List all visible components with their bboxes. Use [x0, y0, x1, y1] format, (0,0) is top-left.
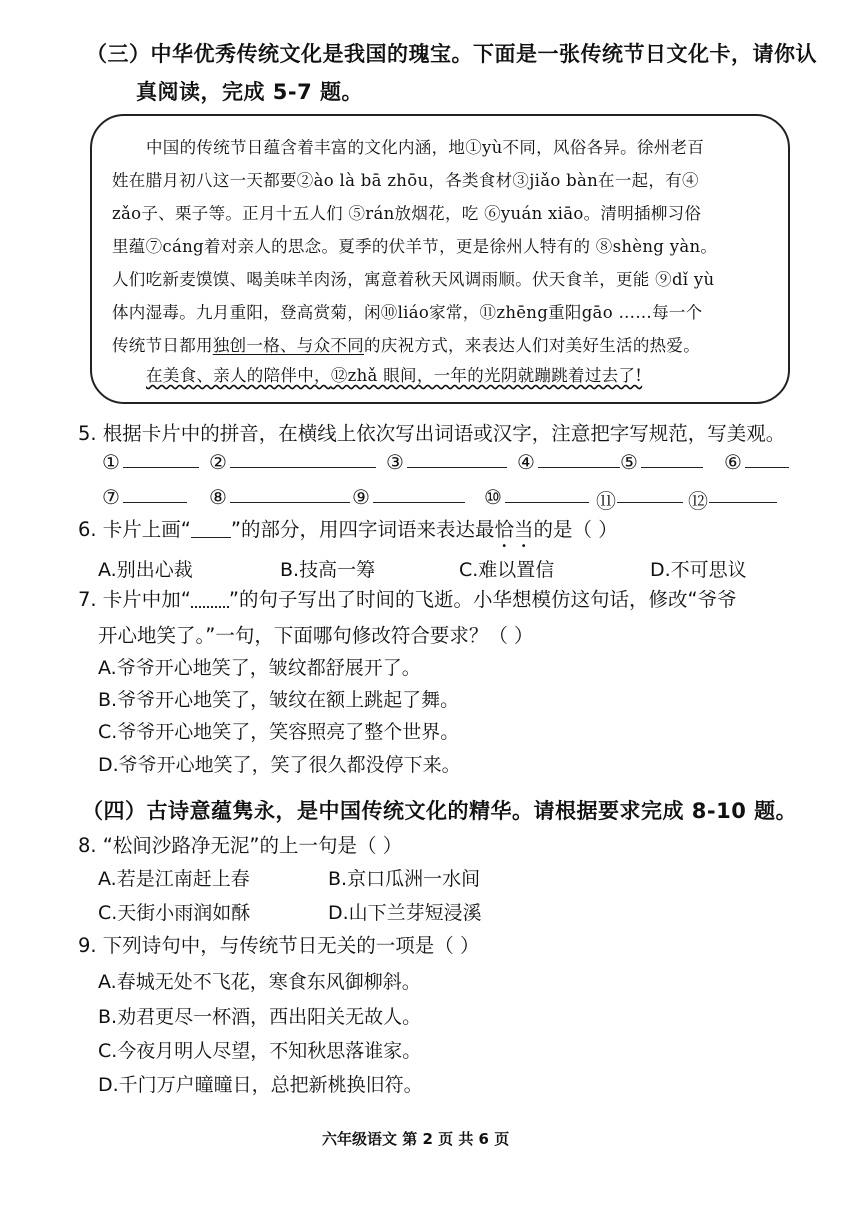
blank-mark-6: ⑥ [724, 450, 742, 474]
card-line-7-end: 的庆祝方式，来表达人们对美好生活的热爱。 [364, 336, 701, 355]
blank-mark-3: ③ [386, 450, 404, 474]
answer-blank-2[interactable] [230, 467, 376, 468]
answer-blank-8[interactable] [230, 502, 350, 503]
question-7-line-2: 开心地笑了。”一句，下面哪句修改符合要求？（ ） [98, 624, 534, 647]
question-7-rest: ”的句子写出了时间的飞逝。小华想模仿这句话，修改“爷爷 [228, 588, 737, 611]
blank-mark-1: ① [102, 450, 120, 474]
q7-option-d[interactable]: D.爷爷开心地笑了，笑了很久都没停下来。 [98, 754, 461, 776]
q8-option-b[interactable]: B.京口瓜洲一水间 [328, 868, 481, 890]
section3-heading-line2: 真阅读，完成 5-7 题。 [136, 80, 364, 104]
blank-mark-7: ⑦ [102, 485, 120, 509]
card-line-3: zǎo子、栗子等。正月十五人们 ⑤rán放烟花，吃 ⑥yuán xiāo。清明插柳习俗 [112, 204, 702, 223]
question-9-text: 9. 下列诗句中，与传统节日无关的一项是（ ） [78, 934, 480, 957]
emphasized-word: 恰当 [494, 518, 534, 541]
q8-option-d[interactable]: D.山下兰芽短浸溪 [328, 902, 482, 924]
answer-blank-4[interactable] [538, 467, 620, 468]
answer-blank-9[interactable] [373, 502, 465, 503]
q6-option-b[interactable]: B.技高一筹 [280, 559, 376, 581]
answer-blank-11[interactable] [617, 502, 683, 503]
answer-blank-12[interactable] [709, 502, 777, 503]
question-6-mid: ”的部分，用四字词语来表达最 [230, 518, 495, 541]
underline-sample [191, 537, 231, 538]
question-7-start: 7. 卡片中加“ [78, 588, 191, 611]
q8-option-c[interactable]: C.天街小雨润如酥 [98, 902, 251, 924]
wavy-line-sample [191, 606, 229, 608]
q6-option-a[interactable]: A.别出心裁 [98, 559, 193, 581]
q9-option-b[interactable]: B.劝君更尽一杯酒，西出阳关无故人。 [98, 1006, 422, 1028]
blank-mark-12: ⑫ [688, 489, 708, 513]
q9-option-c[interactable]: C.今夜月明人尽望，不知秋思落谁家。 [98, 1040, 422, 1062]
question-7-line-1 [78, 584, 737, 612]
card-line-7-start: 传统节日都用 [112, 336, 213, 355]
q9-option-d[interactable]: D.千门万户曈曈日，总把新桃换旧符。 [98, 1074, 423, 1096]
card-line-1: 中国的传统节日蕴含着丰富的文化内涵，地①yù不同，风俗各异。徐州老百 [146, 138, 705, 157]
page-footer: 六年级语文 第 2 页 共 6 页 [322, 1130, 510, 1148]
blank-mark-2: ② [209, 450, 227, 474]
question-6-text [78, 514, 618, 552]
answer-blank-3[interactable] [407, 467, 507, 468]
blank-mark-11: ⑪ [596, 489, 616, 513]
q7-option-a[interactable]: A.爷爷开心地笑了，皱纹都舒展开了。 [98, 657, 421, 679]
underlined-phrase: 独创一格、与众不同 [212, 336, 365, 355]
q7-option-b[interactable]: B.爷爷开心地笑了，皱纹在额上跳起了舞。 [98, 689, 460, 711]
card-line-7 [112, 332, 700, 356]
blank-mark-9: ⑨ [352, 485, 370, 509]
answer-blank-6[interactable] [745, 467, 789, 468]
answer-blank-7[interactable] [123, 502, 187, 503]
question-8-text: 8. “松间沙路净无泥”的上一句是（ ） [78, 834, 403, 857]
card-line-5: 人们吃新麦馍馍、喝美味羊肉汤，寓意着秋天风调雨顺。伏天食羊，更能 ⑨dǐ yù [112, 270, 715, 289]
blank-mark-8: ⑧ [209, 485, 227, 509]
card-line-4: 里蕴⑦cáng着对亲人的思念。夏季的伏羊节，更是徐州人特有的 ⑧shèng yàn。 [112, 237, 718, 256]
card-line-6: 体内湿毒。九月重阳，登高赏菊，闲⑩liáo家常，⑪zhēng重阳gāo ……每一个 [112, 303, 703, 322]
q8-option-a[interactable]: A.若是江南赶上春 [98, 868, 250, 890]
section3-heading-line1: （三）中华优秀传统文化是我国的瑰宝。下面是一张传统节日文化卡，请你认 [86, 42, 817, 66]
answer-blank-1[interactable] [123, 467, 199, 468]
question-6-end: 的是（ ） [533, 518, 618, 541]
card-line-8-end: ⑫zhǎ 眼间，一年的光阴就蹦跳着过去了! [330, 366, 643, 385]
question-6-start: 6. 卡片上画“ [78, 518, 191, 541]
q7-option-c[interactable]: C.爷爷开心地笑了，笑容照亮了整个世界。 [98, 721, 460, 743]
blank-mark-10: ⑩ [484, 485, 502, 509]
blank-mark-4: ④ [517, 450, 535, 474]
card-line-8-start: 在美食、亲人的陪伴中， [146, 366, 331, 385]
card-line-8-wavy-sentence [146, 362, 642, 386]
question-5-text: 5. 根据卡片中的拼音，在横线上依次写出词语或汉字，注意把字写规范，写美观。 [78, 422, 786, 445]
blank-mark-5: ⑤ [620, 450, 638, 474]
q6-option-c[interactable]: C.难以置信 [459, 559, 555, 581]
card-line-2: 姓在腊月初八这一天都要②ào là bā zhōu，各类食材③jiǎo bàn在一起，有④ [112, 171, 699, 190]
answer-blank-5[interactable] [641, 467, 703, 468]
answer-blank-10[interactable] [505, 502, 589, 503]
section4-heading: （四）古诗意蕴隽永，是中国传统文化的精华。请根据要求完成 8-10 题。 [82, 799, 798, 823]
q9-option-a[interactable]: A.春城无处不飞花，寒食东风御柳斜。 [98, 971, 421, 993]
q6-option-d[interactable]: D.不可思议 [650, 559, 747, 581]
